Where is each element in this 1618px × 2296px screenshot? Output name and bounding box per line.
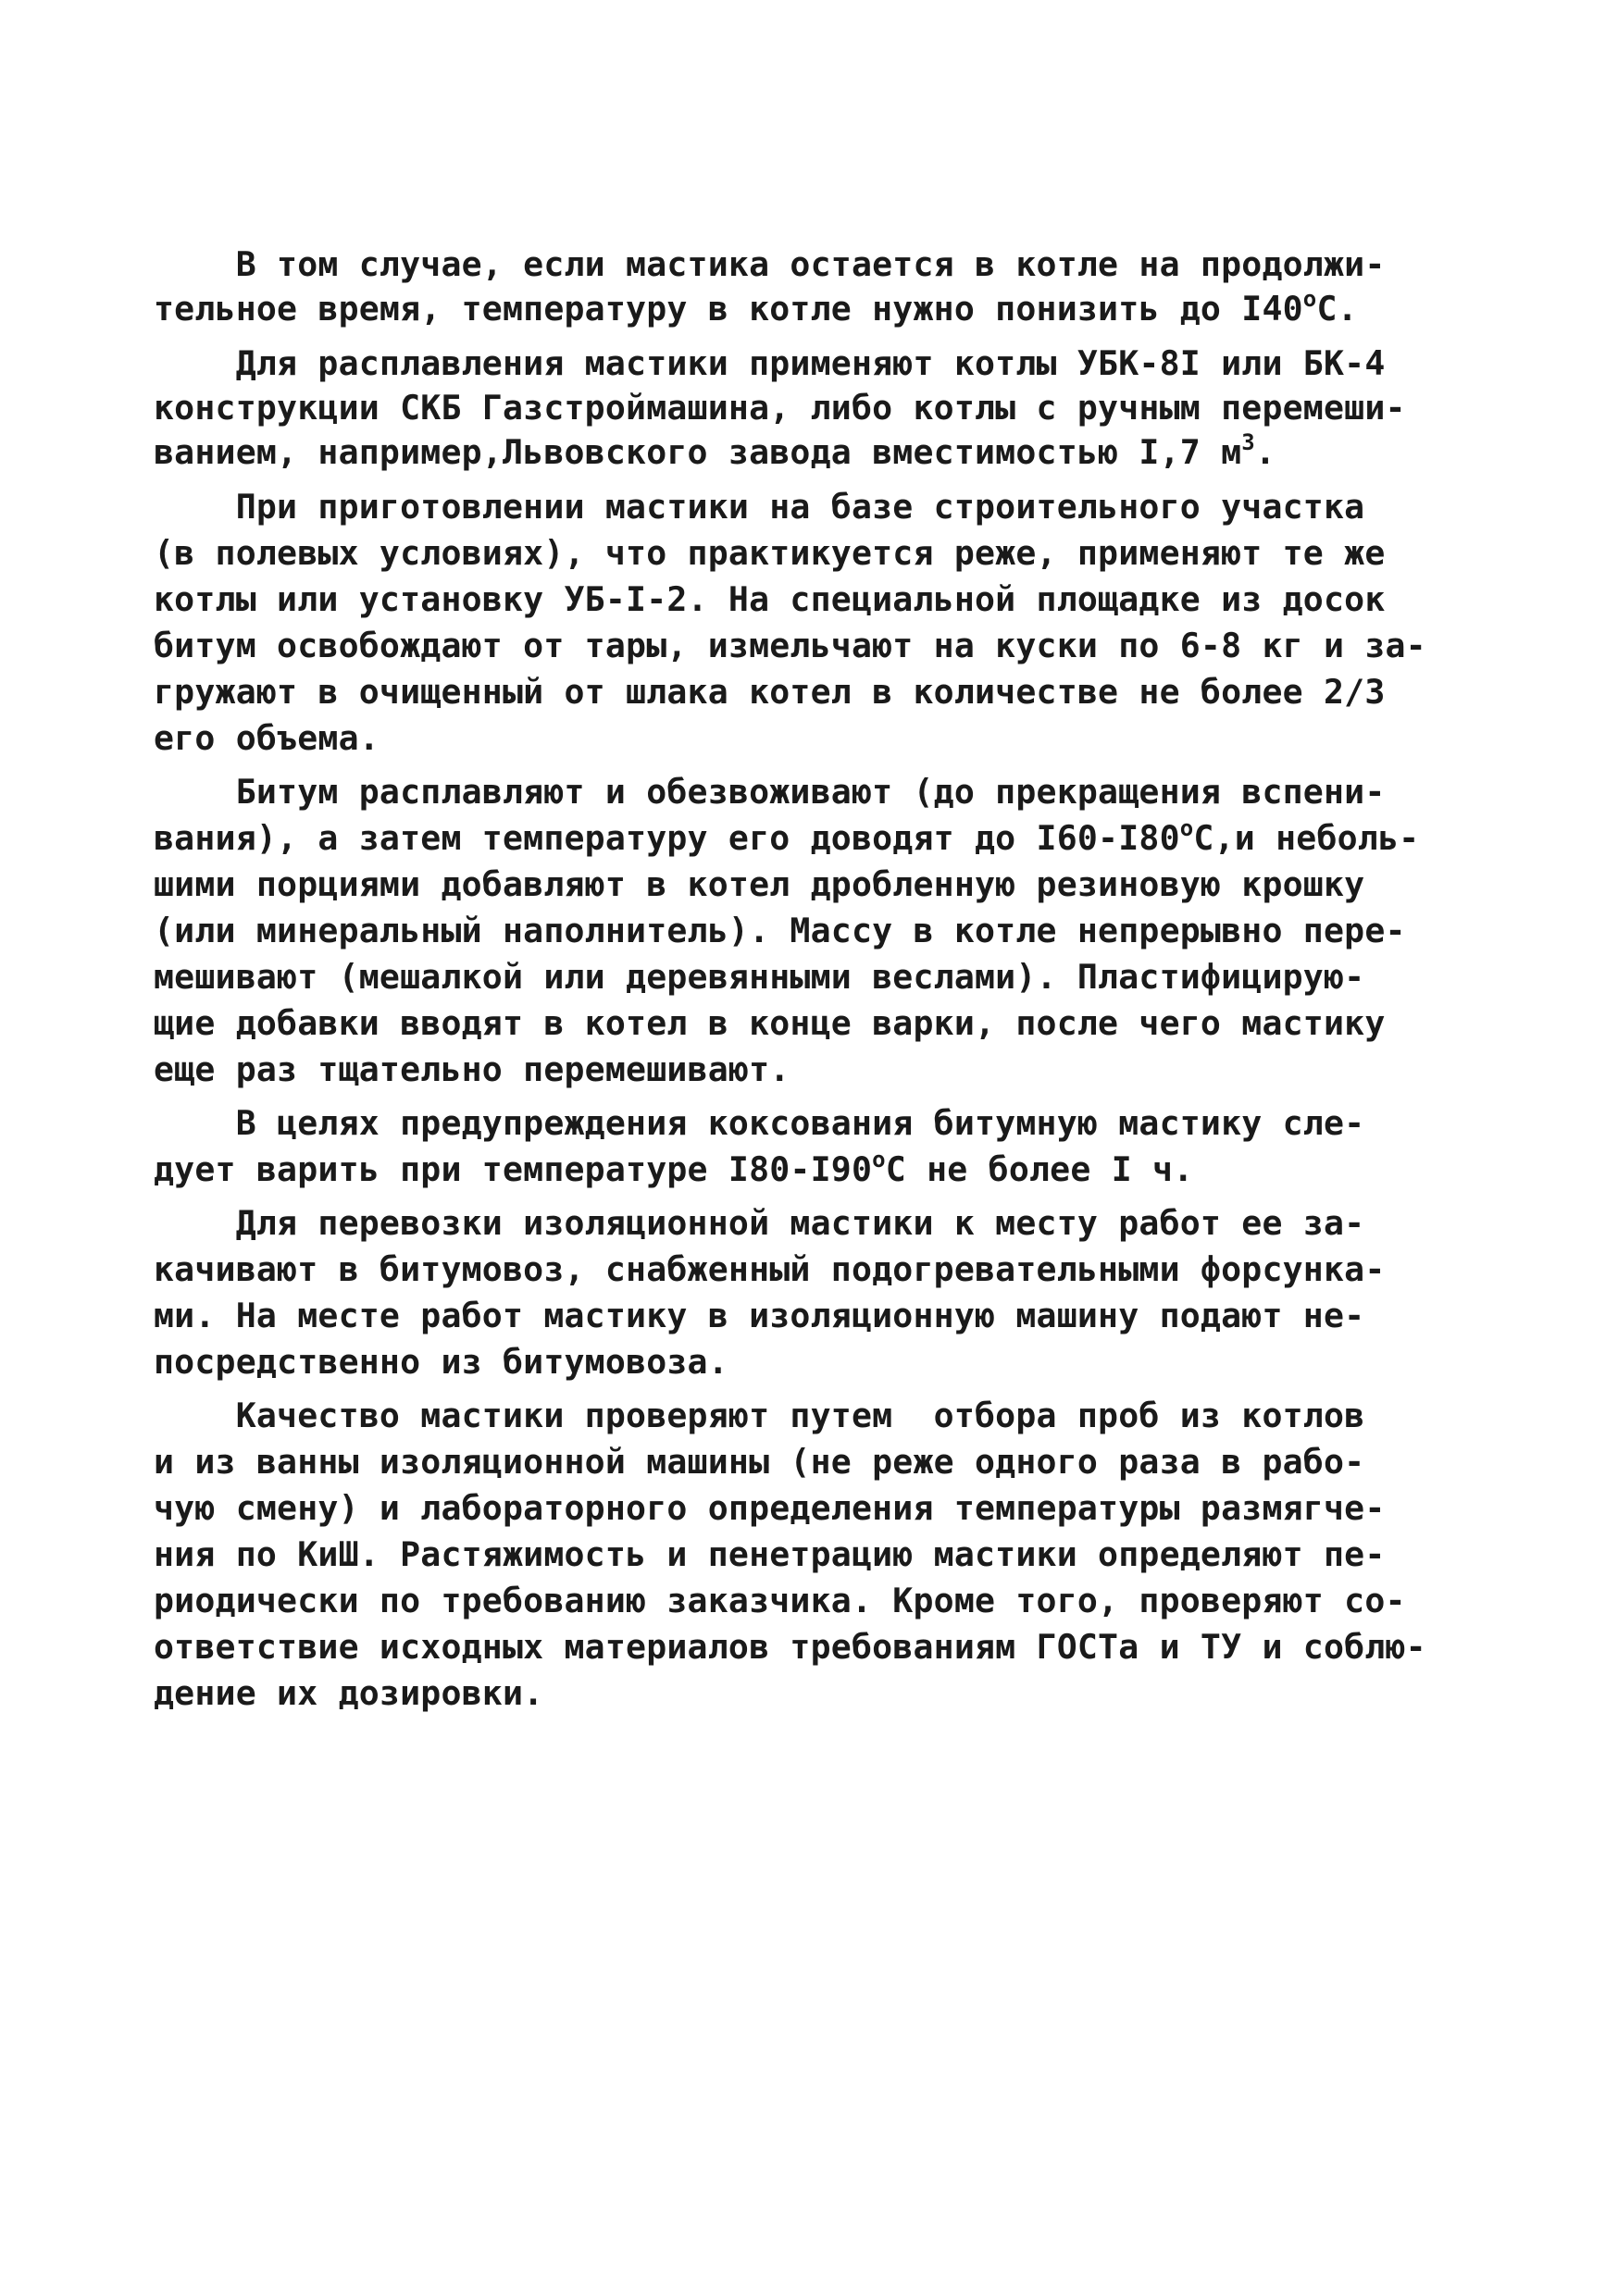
text-line: Битум расплавляют и обезвоживают (до прекращения вспени-: [154, 772, 1386, 812]
text-line: Качество мастики проверяют путем отбора проб из котлов: [154, 1396, 1365, 1435]
text-line: гружают в очищенный от шлака котел в количестве не более 2/3: [154, 672, 1386, 712]
text-line: битум освобождают от тары, измельчают на куски по 6-8 кг и за-: [154, 626, 1426, 665]
text-line: и из ванны изоляционной машины (не реже одного раза в рабо-: [154, 1442, 1365, 1482]
text-line: его объема.: [154, 718, 380, 758]
text-line: (в полевых условиях), что практикуется реже, применяют те же: [154, 533, 1386, 573]
text-line: шими порциями добавляют в котел дробленную резиновую крошку: [154, 864, 1365, 904]
text-line: ния по КиШ. Растяжимость и пенетрацию мастики определяют пе-: [154, 1534, 1386, 1574]
text-line: дение их дозировки.: [154, 1673, 544, 1713]
text-line: качивают в битумовоз, снабженный подогревательными форсунка-: [154, 1249, 1386, 1289]
text-line: В том случае, если мастика остается в котле на продолжи-: [154, 244, 1386, 284]
superscript: о: [1302, 285, 1317, 312]
text-line: вания), а затем температуру его доводят до $I60-I80^оС,и$ неболь-: [154, 814, 1420, 858]
text-line: (или минеральный наполнитель). Массу в котле непрерывно пере-: [154, 911, 1406, 950]
superscript: о: [1179, 814, 1194, 841]
text-line: посредственно из битумовоза.: [154, 1342, 728, 1382]
text-line: Для перевозки изоляционной мастики к месту работ ее за-: [154, 1203, 1365, 1243]
text-line: ми. На месте работ мастику в изоляционную машину подают не-: [154, 1296, 1365, 1335]
text-line: риодически по требованию заказчика. Кроме того, проверяют со-: [154, 1581, 1406, 1620]
text-line: Для расплавления мастики применяют котлы УБК-8I или БК-4: [154, 343, 1386, 383]
superscript: 3: [1241, 428, 1255, 455]
text-line: ванием, например,Львовского завода вместимостью I,7 $м^3$.: [154, 428, 1276, 472]
text-line: щие добавки вводят в котел в конце варки, после чего мастику: [154, 1003, 1386, 1043]
text-line: ответствие исходных материалов требованиям ГОСТа и ТУ и соблю-: [154, 1627, 1426, 1667]
text-line: При приготовлении мастики на базе строительного участка: [154, 487, 1365, 527]
text-line: еще раз тщательно перемешивают.: [154, 1049, 790, 1089]
text-line: тельное время, температуру в котле нужно понизить до $I40^оС$.: [154, 285, 1358, 329]
text-line: мешивают (мешалкой или деревянными веслами). Пластифицирую-: [154, 957, 1365, 997]
text-line: В целях предупреждения коксования битумную мастику сле-: [154, 1103, 1365, 1143]
text-line: чую смену) и лабораторного определения температуры размягче-: [154, 1488, 1386, 1528]
text-line: дует варить при температуре $I80-I90^оС$ не более I ч.: [154, 1146, 1194, 1189]
text-line: конструкции СКБ Газстроймашина, либо котлы с ручным перемеши-: [154, 388, 1406, 428]
superscript: о: [872, 1146, 886, 1173]
text-line: котлы или установку УБ-I-2. На специальной площадке из досок: [154, 579, 1386, 619]
